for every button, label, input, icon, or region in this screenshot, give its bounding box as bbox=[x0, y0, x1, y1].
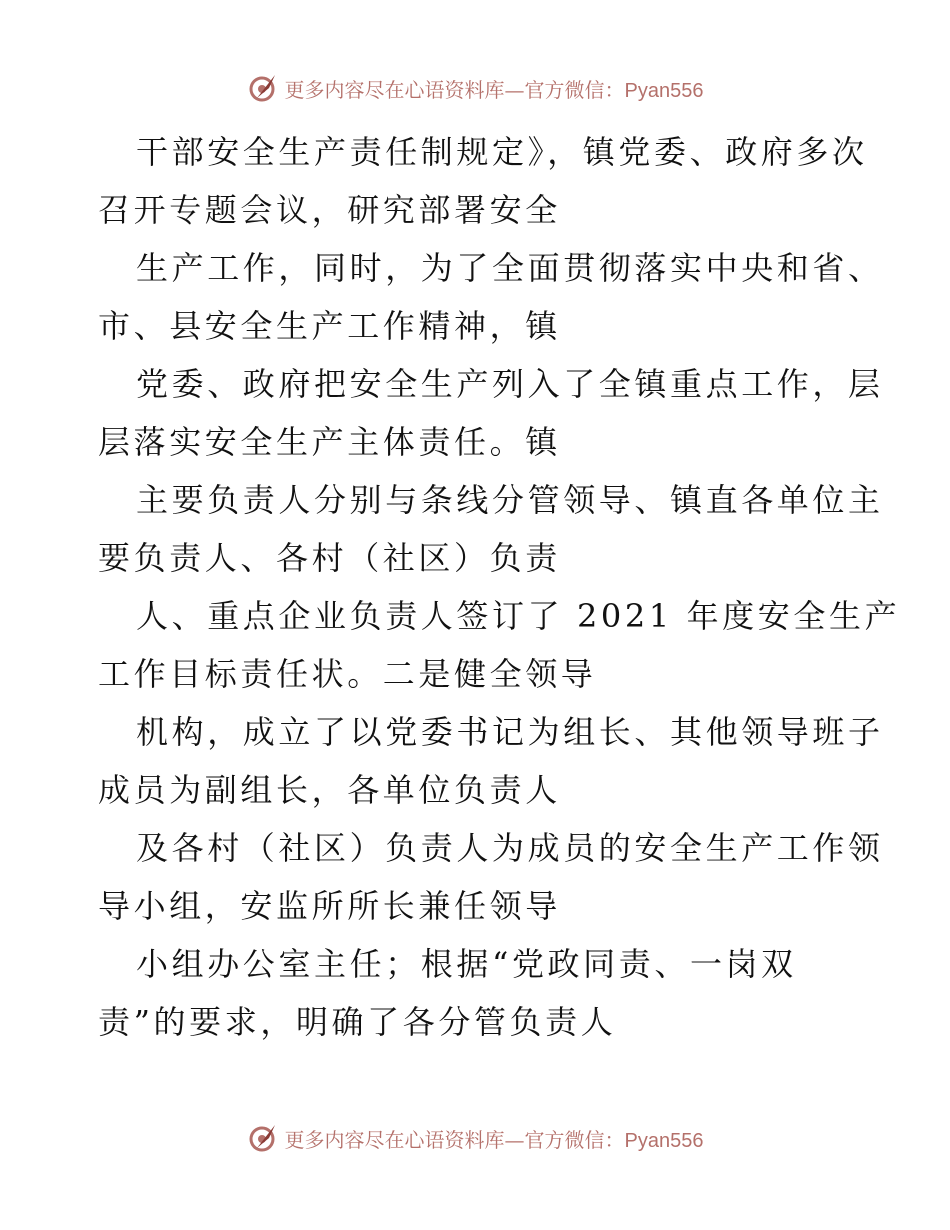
paragraph bbox=[98, 471, 884, 587]
header-site-text: 更多内容尽在心语资料库—官方微信： bbox=[284, 77, 625, 102]
paragraph-line-2: 责”的要求，明确了各分管负责人 bbox=[98, 1003, 617, 1041]
paragraph-line-2: 要负责人、各村（社区）负责 bbox=[98, 539, 561, 577]
paragraph-line-2: 成员为副组长，各单位负责人 bbox=[98, 771, 561, 809]
paragraph bbox=[98, 935, 858, 1051]
paragraph-line-1: 机构，成立了以党委书记为组长、其他领导班子 bbox=[136, 713, 884, 751]
paragraph-line-1: 主要负责人分别与条线分管领导、镇直各单位主 bbox=[136, 481, 884, 519]
header-wechat-handle: Pyan556 bbox=[624, 79, 704, 102]
paragraph-line-1: 党委、政府把安全生产列入了全镇重点工作，层 bbox=[136, 365, 884, 403]
paragraph bbox=[98, 123, 868, 239]
header-text bbox=[285, 74, 704, 103]
paragraph-line-2: 工作目标责任状。二是健全领导 bbox=[98, 655, 597, 693]
header-banner bbox=[0, 72, 950, 104]
paragraph-line-2: 市、县安全生产工作精神，镇 bbox=[98, 307, 561, 345]
paragraph bbox=[98, 355, 884, 471]
paragraph bbox=[98, 587, 901, 703]
paragraph-line-1: 人、重点企业负责人签订了 2021 年度安全生产 bbox=[136, 597, 901, 635]
footer-wechat-handle: Pyan556 bbox=[624, 1129, 704, 1152]
quill-logo-icon bbox=[247, 1122, 279, 1154]
quill-logo-icon bbox=[247, 72, 279, 104]
paragraph bbox=[98, 819, 884, 935]
paragraph-line-1: 干部安全生产责任制规定》，镇党委、政府多次 bbox=[136, 133, 868, 171]
paragraph bbox=[98, 239, 884, 355]
paragraph-line-1: 生产工作，同时，为了全面贯彻落实中央和省、 bbox=[136, 249, 884, 287]
paragraph-line-2: 导小组，安监所所长兼任领导 bbox=[98, 887, 561, 925]
footer-site-text: 更多内容尽在心语资料库—官方微信： bbox=[284, 1127, 625, 1152]
paragraph-line-2: 层落实安全生产主体责任。镇 bbox=[98, 423, 561, 461]
paragraph-line-1: 小组办公室主任；根据“党政同责、一岗双 bbox=[136, 945, 797, 983]
paragraph-line-2: 召开专题会议，研究部署安全 bbox=[98, 191, 561, 229]
document-body bbox=[98, 123, 901, 1051]
paragraph bbox=[98, 703, 884, 819]
paragraph-line-1: 及各村（社区）负责人为成员的安全生产工作领 bbox=[136, 829, 884, 867]
footer-banner bbox=[0, 1122, 950, 1154]
footer-text bbox=[285, 1124, 704, 1153]
